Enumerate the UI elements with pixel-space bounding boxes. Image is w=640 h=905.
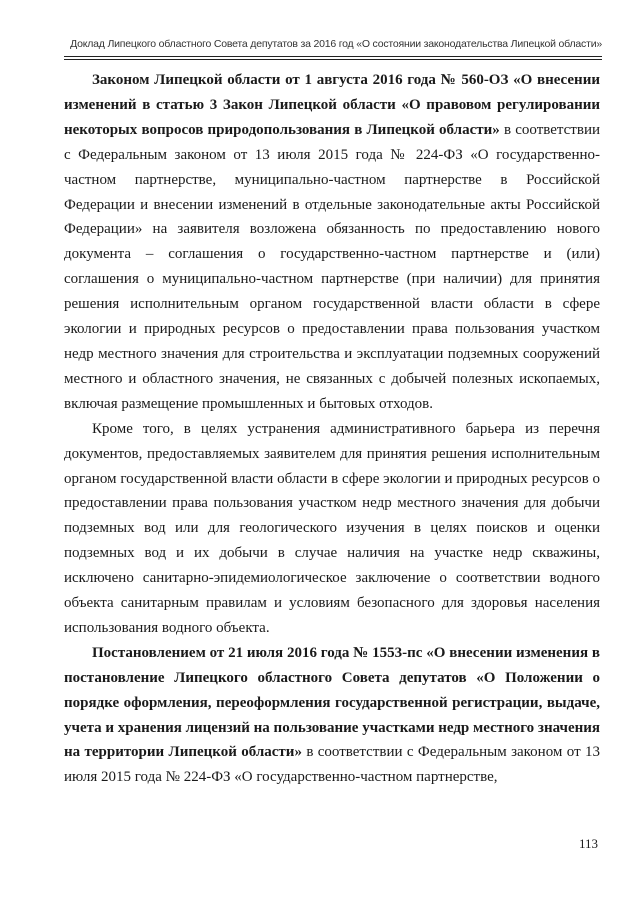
document-body	[64, 68, 600, 790]
page-number: 113	[578, 836, 598, 851]
paragraph-1-bold: Законом Липецкой области от 1 августа 2016 года № 560-ОЗ «О внесении изменений в статью 3 Закон Липецкой области «О правовом регулировании некоторых вопросов природопользования в Липецкой области»	[64, 72, 600, 138]
paragraph-1	[64, 68, 600, 417]
paragraph-2-text: Кроме того, в целях устранения административного барьера из перечня документов, предоставляемых заявителем для принятия решения исполнительным органом государственной власти области в сфере экологии и природных ресурсов о предоставлении права пользования участком недр местного значения для добычи подземных вод или для геологического изучения в целях поисков и оценки подземных вод и их добычи в случае наличия на участке недр скважины, исключено санитарно-эпидемиологическое заключение о соответствии водного объекта санитарным правилам и условиям безопасного для здоровья населения использования водного объекта.	[64, 420, 600, 636]
paragraph-3	[64, 641, 600, 790]
header-rule	[64, 56, 602, 60]
paragraph-2	[64, 417, 600, 641]
paragraph-1-text: в соответствии с Федеральным законом от 13 июля 2015 года № 224-ФЗ «О государственно-частном партнерстве, муниципально-частном партнерстве в Российской Федерации и внесении изменений в отдельные законодательные акты Российской Федерации» на заявителя возложена обязанность по предоставлению нового документа – соглашения о государственно-частном партнерстве и (или) соглашения о муниципально-частном партнерстве (при наличии) для принятия решения исполнительным органом государственной власти области в сфере экологии и природных ресурсов о предоставлении права пользования участком недр местного значения для строительства и эксплуатации подземных сооружений местного и областного значения, не связанных с добычей полезных ископаемых, включая размещение промышленных и бытовых отходов.	[64, 121, 600, 412]
running-header: Доклад Липецкого областного Совета депутатов за 2016 год «О состоянии законодательства Липецкой области»	[70, 38, 602, 50]
paragraph-3-bold: Постановлением от 21 июля 2016 года № 1553-пс «О внесении изменения в постановление Липецкого областного Совета депутатов «О Положении о порядке оформления, переоформления государственной регистрации, выдаче, учета и хранения лицензий на пользование участками недр местного значения на территории Липецкой области»	[64, 644, 601, 761]
paragraph-3-text: в соответствии с Федеральным законом от 13 июля 2015 года № 224-ФЗ «О государственно-частном партнерстве,	[64, 744, 601, 786]
